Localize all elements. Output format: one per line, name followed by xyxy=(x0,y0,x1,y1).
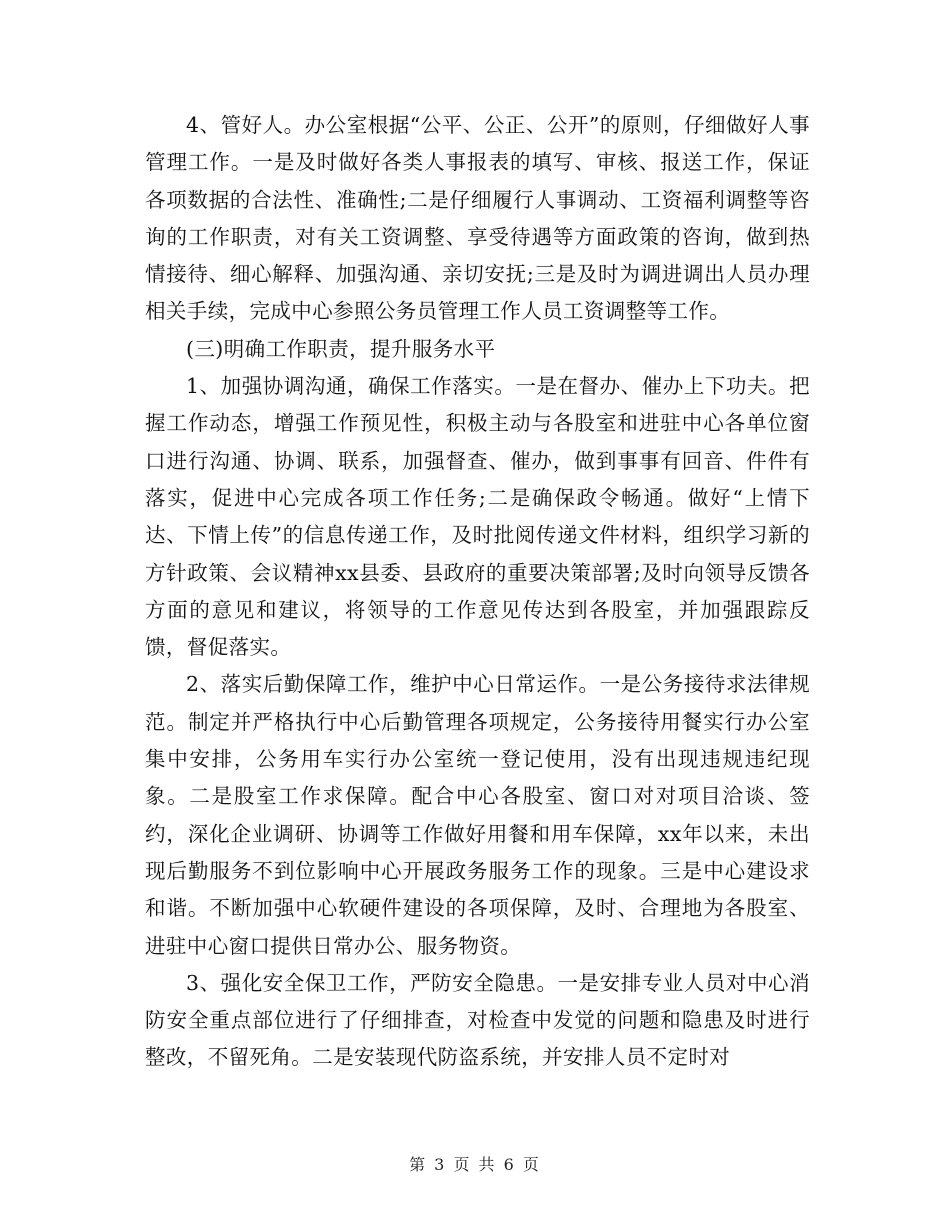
paragraph-logistics: 2、落实后勤保障工作，维护中心日常运作。一是公务接待求法律规范。制定并严格执行中心后勤管理各项规定，公务接待用餐实行办公室集中安排，公务用车实行办公室统一登记使用，没有出现违规违纪现象。二是股室工作求保障。配合中心各股室、窗口对对项目洽谈、签约，深化企业调研、协调等工作做好用餐和用车保障，xx年以来，未出现后勤服务不到位影响中心开展政务服务工作的现象。三是中心建设求和谐。不断加强中心软硬件建设的各项保障，及时、合理地为各股室、进驻中心窗口提供日常办公、服务物资。 xyxy=(145,672,810,958)
document-body xyxy=(145,107,810,1077)
paragraph-personnel-management: 4、管好人。办公室根据“公平、公正、公开”的原则，仔细做好人事管理工作。一是及时做好各类人事报表的填写、审核、报送工作，保证各项数据的合法性、准确性;二是仔细履行人事调动、工资福利调整等咨询的工作职责，对有关工资调整、享受待遇等方面政策的咨询，做到热情接待、细心解释、加强沟通、亲切安抚;三是及时为调进调出人员办理相关手续，完成中心参照公务员管理工作人员工资调整等工作。 xyxy=(145,113,810,324)
paragraph-coordination: 1、加强协调沟通，确保工作落实。一是在督办、催办上下功夫。把握工作动态，增强工作预见性，积极主动与各股室和进驻中心各单位窗口进行沟通、协调、联系，加强督查、催办，做到事事有回音、件件有落实，促进中心完成各项工作任务;二是确保政令畅通。做好“上情下达、下情上传”的信息传递工作，及时批阅传递文件材料，组织学习新的方针政策、会议精神xx县委、县政府的重要决策部署;及时向领导反馈各方面的意见和建议，将领导的工作意见传达到各股室，并加强跟踪反馈，督促落实。 xyxy=(145,374,810,660)
page-footer: 第 3 页 共 6 页 xyxy=(409,1155,541,1174)
paragraph-security: 3、强化安全保卫工作，严防安全隐患。一是安排专业人员对中心消防安全重点部位进行了仔细排查，对检查中发觉的问题和隐患及时进行整改，不留死角。二是安装现代防盗系统，并安排人员不定时对 xyxy=(145,970,810,1070)
section-heading: (三)明确工作职责，提升服务水平 xyxy=(186,336,496,361)
